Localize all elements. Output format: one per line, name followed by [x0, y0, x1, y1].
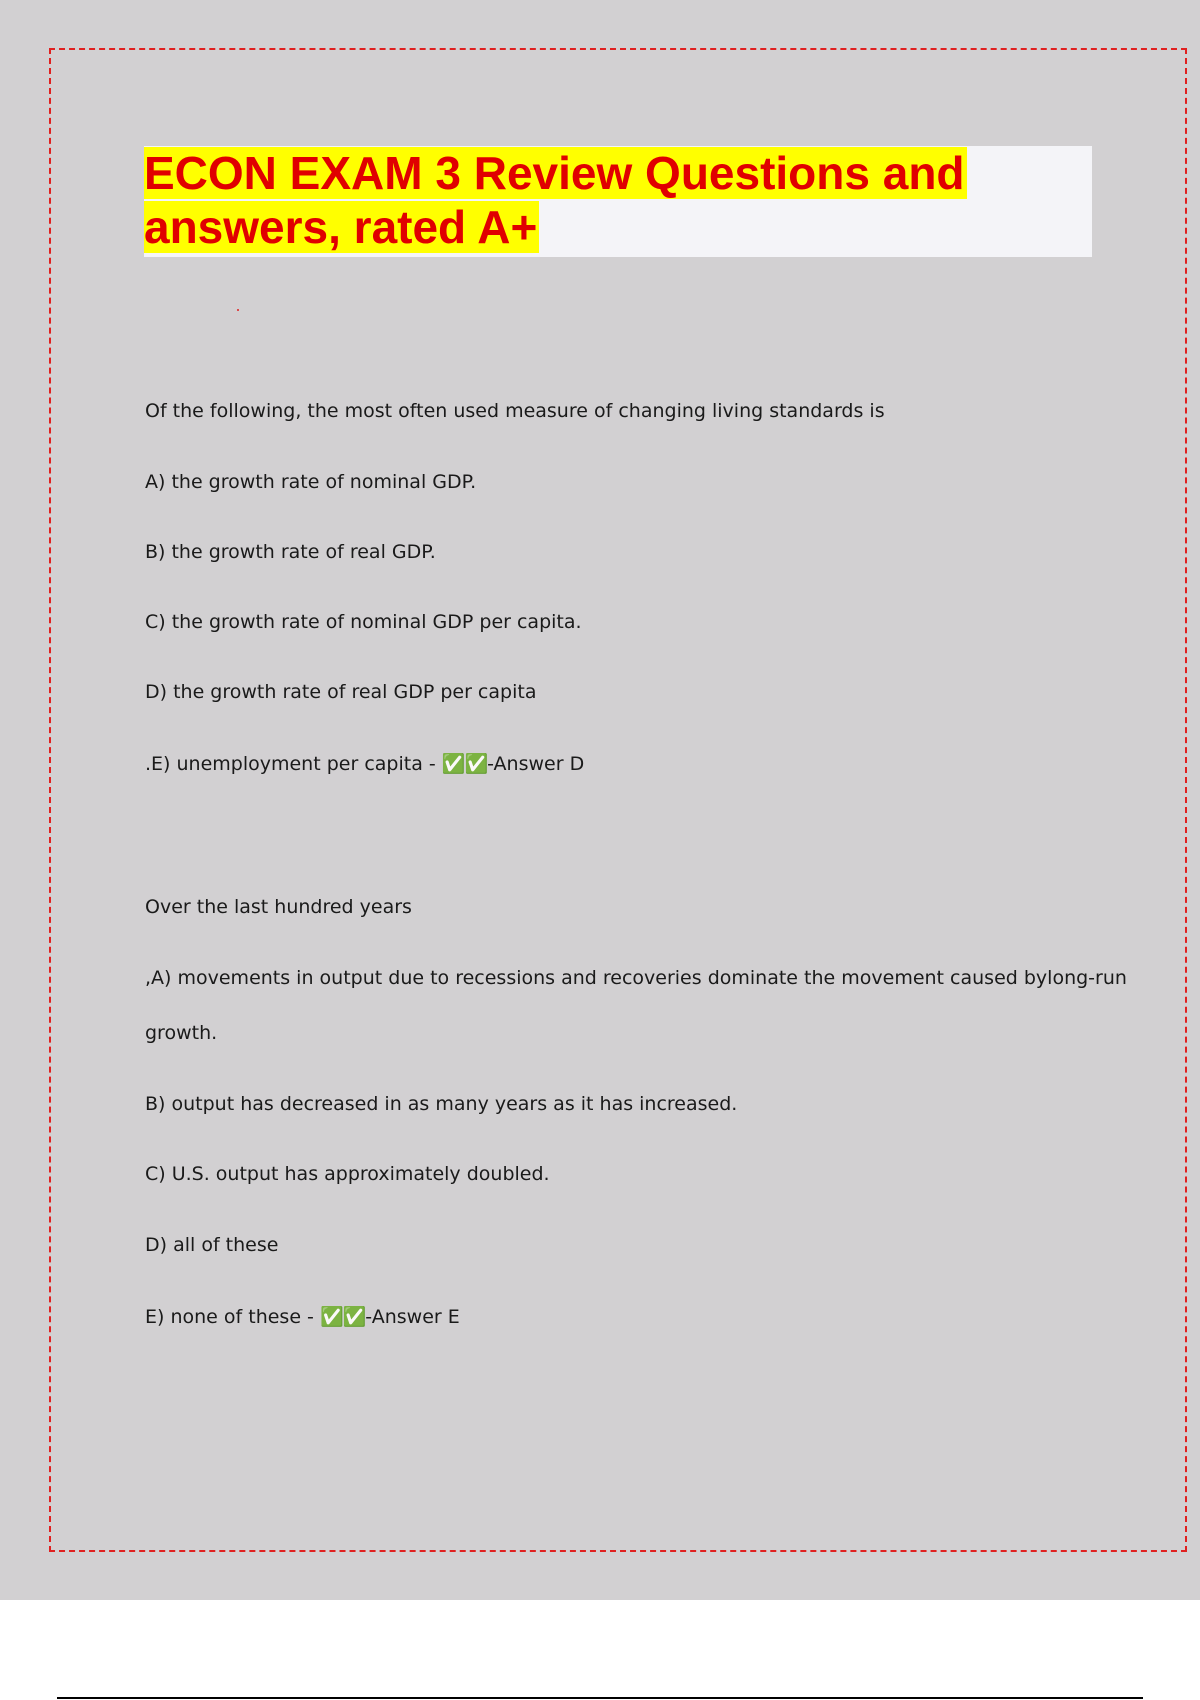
question-2-option-a-continued: growth. [145, 1022, 218, 1044]
footer-divider [57, 1697, 1143, 1699]
question-2-option-e-text: E) none of these - [145, 1306, 320, 1328]
check-mark-icon: ✅✅ [441, 753, 488, 775]
document-title-text: ECON EXAM 3 Review Questions and answers, rated A+ [144, 147, 965, 253]
question-1-option-b: B) the growth rate of real GDP. [145, 541, 436, 563]
title-block [144, 146, 1092, 257]
question-1-option-e [145, 752, 584, 776]
stray-dot [237, 309, 239, 311]
question-2-answer: -Answer E [365, 1306, 460, 1328]
question-1-option-d: D) the growth rate of real GDP per capita [145, 681, 537, 703]
question-2-option-e [145, 1305, 460, 1329]
document-title [144, 146, 1092, 254]
question-2-option-c: C) U.S. output has approximately doubled. [145, 1163, 550, 1185]
question-2-prompt: Over the last hundred years [145, 896, 412, 918]
question-1-answer: -Answer D [487, 753, 585, 775]
question-2-option-b: B) output has decreased in as many years as it has increased. [145, 1093, 738, 1115]
question-2-option-d: D) all of these [145, 1234, 279, 1256]
question-1-option-c: C) the growth rate of nominal GDP per capita. [145, 611, 582, 633]
question-1-option-a: A) the growth rate of nominal GDP. [145, 471, 477, 493]
question-1-prompt: Of the following, the most often used measure of changing living standards is [145, 400, 885, 422]
question-2-option-a: ,A) movements in output due to recessions and recoveries dominate the movement caused bylong-run [145, 967, 1127, 989]
question-1-option-e-text: .E) unemployment per capita - [145, 753, 442, 775]
check-mark-icon: ✅✅ [319, 1306, 366, 1328]
